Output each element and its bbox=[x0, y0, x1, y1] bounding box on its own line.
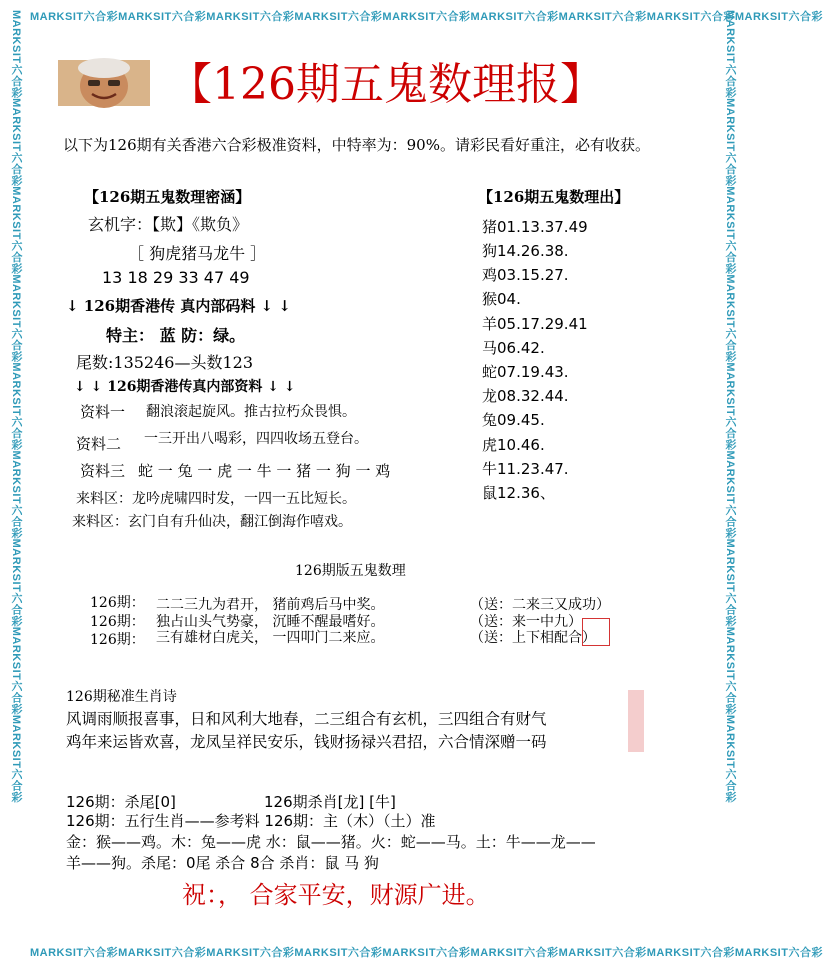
intro-text: 以下为126期有关香港六合彩极准资料，中特率为：90%。请彩民看好重注，必有收获。 bbox=[63, 136, 650, 154]
poem-heading: 126期秘准生肖诗 bbox=[66, 689, 177, 705]
zodiac-row: 虎10.46. bbox=[482, 436, 545, 454]
edition-heading: 126期版五鬼数理 bbox=[295, 563, 406, 579]
zodiac-row: 羊05.17.29.41 bbox=[482, 315, 588, 333]
edition-text: 三有雄材白虎关， 一四叩门二来应。 bbox=[156, 630, 385, 646]
page-title: 【126期五鬼数理报】 bbox=[168, 59, 604, 110]
edition-note: （送：二来三又成功） bbox=[470, 597, 610, 613]
blessing-line: 祝：， 合家平安，财源广进。 bbox=[182, 881, 490, 909]
edition-period: 126期： bbox=[90, 614, 145, 630]
poem-line-1: 风调雨顺报喜事，日和风利大地春，二三组合有玄机，三四组合有财气 bbox=[66, 710, 547, 728]
xuanji-line: 玄机字：【欺】《欺负》 bbox=[88, 215, 249, 234]
watermark-top: MARKSIT六合彩MARKSIT六合彩MARKSIT六合彩MARKSIT六合彩MARKSIT六合彩MARKSIT六合彩MARKSIT六合彩MARKSIT六合彩MARKSIT六合彩 bbox=[30, 11, 823, 23]
animals-line: ［ 狗虎猪马龙牛 ］ bbox=[128, 244, 267, 263]
kill-summary-line: 羊——狗。杀尾：0尾 杀合 8合 杀肖：鼠 马 狗 bbox=[66, 854, 379, 872]
tail-line: 尾数:135246—头数123 bbox=[76, 353, 254, 372]
data2-text: 一三开出八喝彩，四四收场五登台。 bbox=[144, 431, 368, 447]
watermark-right: MARKSIT六合彩MARKSIT六合彩MARKSIT六合彩MARKSIT六合彩MARKSIT六合彩MARKSIT六合彩MARKSIT六合彩MARKSIT六合彩MARKSIT六合彩 bbox=[724, 10, 736, 803]
data3-label: 资料三 bbox=[80, 462, 126, 480]
zodiac-row: 狗14.26.38. bbox=[482, 242, 569, 260]
zodiac-row: 猴04. bbox=[482, 290, 521, 308]
zodiac-row: 鸡03.15.27. bbox=[482, 266, 569, 284]
elements-line: 金：猴——鸡。木：兔——虎 水：鼠——猪。火：蛇——马。土：牛——龙—— bbox=[66, 833, 596, 851]
stamp-mark bbox=[582, 618, 610, 646]
inner-code-heading: ↓ 126期香港传 真内部码料 ↓ ↓ bbox=[66, 297, 291, 315]
edition-period: 126期： bbox=[90, 595, 145, 611]
zodiac-row: 马06.42. bbox=[482, 339, 545, 357]
watermark-left: MARKSIT六合彩MARKSIT六合彩MARKSIT六合彩MARKSIT六合彩MARKSIT六合彩MARKSIT六合彩MARKSIT六合彩MARKSIT六合彩MARKSIT六合彩 bbox=[10, 10, 22, 803]
data3-text: 蛇 一 兔 一 虎 一 牛 一 猪 一 狗 一 鸡 bbox=[138, 462, 391, 480]
data2-label: 资料二 bbox=[76, 435, 122, 453]
inner-data-heading: ↓ ↓ 126期香港传真内部资料 ↓ ↓ bbox=[74, 379, 296, 395]
zodiac-row: 猪01.13.37.49 bbox=[482, 218, 588, 236]
wuxing-line: 126期：五行生肖——参考料 126期：主（木）（土）准 bbox=[66, 812, 436, 830]
kill-tail: 126期：杀尾[0] bbox=[66, 793, 176, 811]
watermark-bottom: MARKSIT六合彩MARKSIT六合彩MARKSIT六合彩MARKSIT六合彩MARKSIT六合彩MARKSIT六合彩MARKSIT六合彩MARKSIT六合彩MARKSIT六合彩 bbox=[30, 947, 823, 959]
data1-label: 资料一 bbox=[80, 403, 126, 421]
edition-note: （送：来一中九） bbox=[470, 614, 582, 630]
kill-zodiac: 126期杀肖[龙] [牛] bbox=[264, 793, 396, 811]
right-heading: 【126期五鬼数理出】 bbox=[478, 188, 630, 206]
portrait-photo bbox=[58, 60, 150, 106]
zodiac-row: 龙08.32.44. bbox=[482, 387, 569, 405]
special-line: 特主： 蓝 防：绿。 bbox=[106, 326, 246, 345]
edition-period: 126期： bbox=[90, 632, 145, 648]
left-heading: 【126期五鬼数理密涵】 bbox=[84, 188, 251, 206]
source1-line: 来料区：龙吟虎啸四时发，一四一五比短长。 bbox=[76, 491, 356, 507]
edition-text: 二二三九为君开， 猪前鸡后马中奖。 bbox=[156, 597, 385, 613]
zodiac-row: 兔09.45. bbox=[482, 411, 545, 429]
zodiac-row: 牛11.23.47. bbox=[482, 460, 569, 478]
data1-text: 翻浪滚起旋风。推古拉朽众畏惧。 bbox=[146, 404, 356, 420]
stamp-mark bbox=[628, 690, 644, 752]
poem-line-2: 鸡年来运皆欢喜，龙凤呈祥民安乐，钱财扬禄兴君招，六合情深赠一码 bbox=[66, 733, 547, 751]
edition-text: 独占山头气势豪， 沉睡不醒最嗜好。 bbox=[156, 614, 385, 630]
zodiac-row: 蛇07.19.43. bbox=[482, 363, 569, 381]
zodiac-row: 鼠12.36、 bbox=[482, 484, 555, 502]
edition-note: （送：上下相配合） bbox=[470, 630, 596, 646]
source2-line: 来料区：玄门自有升仙决，翻江倒海作嘻戏。 bbox=[72, 514, 352, 530]
numbers-line: 13 18 29 33 47 49 bbox=[102, 268, 250, 287]
